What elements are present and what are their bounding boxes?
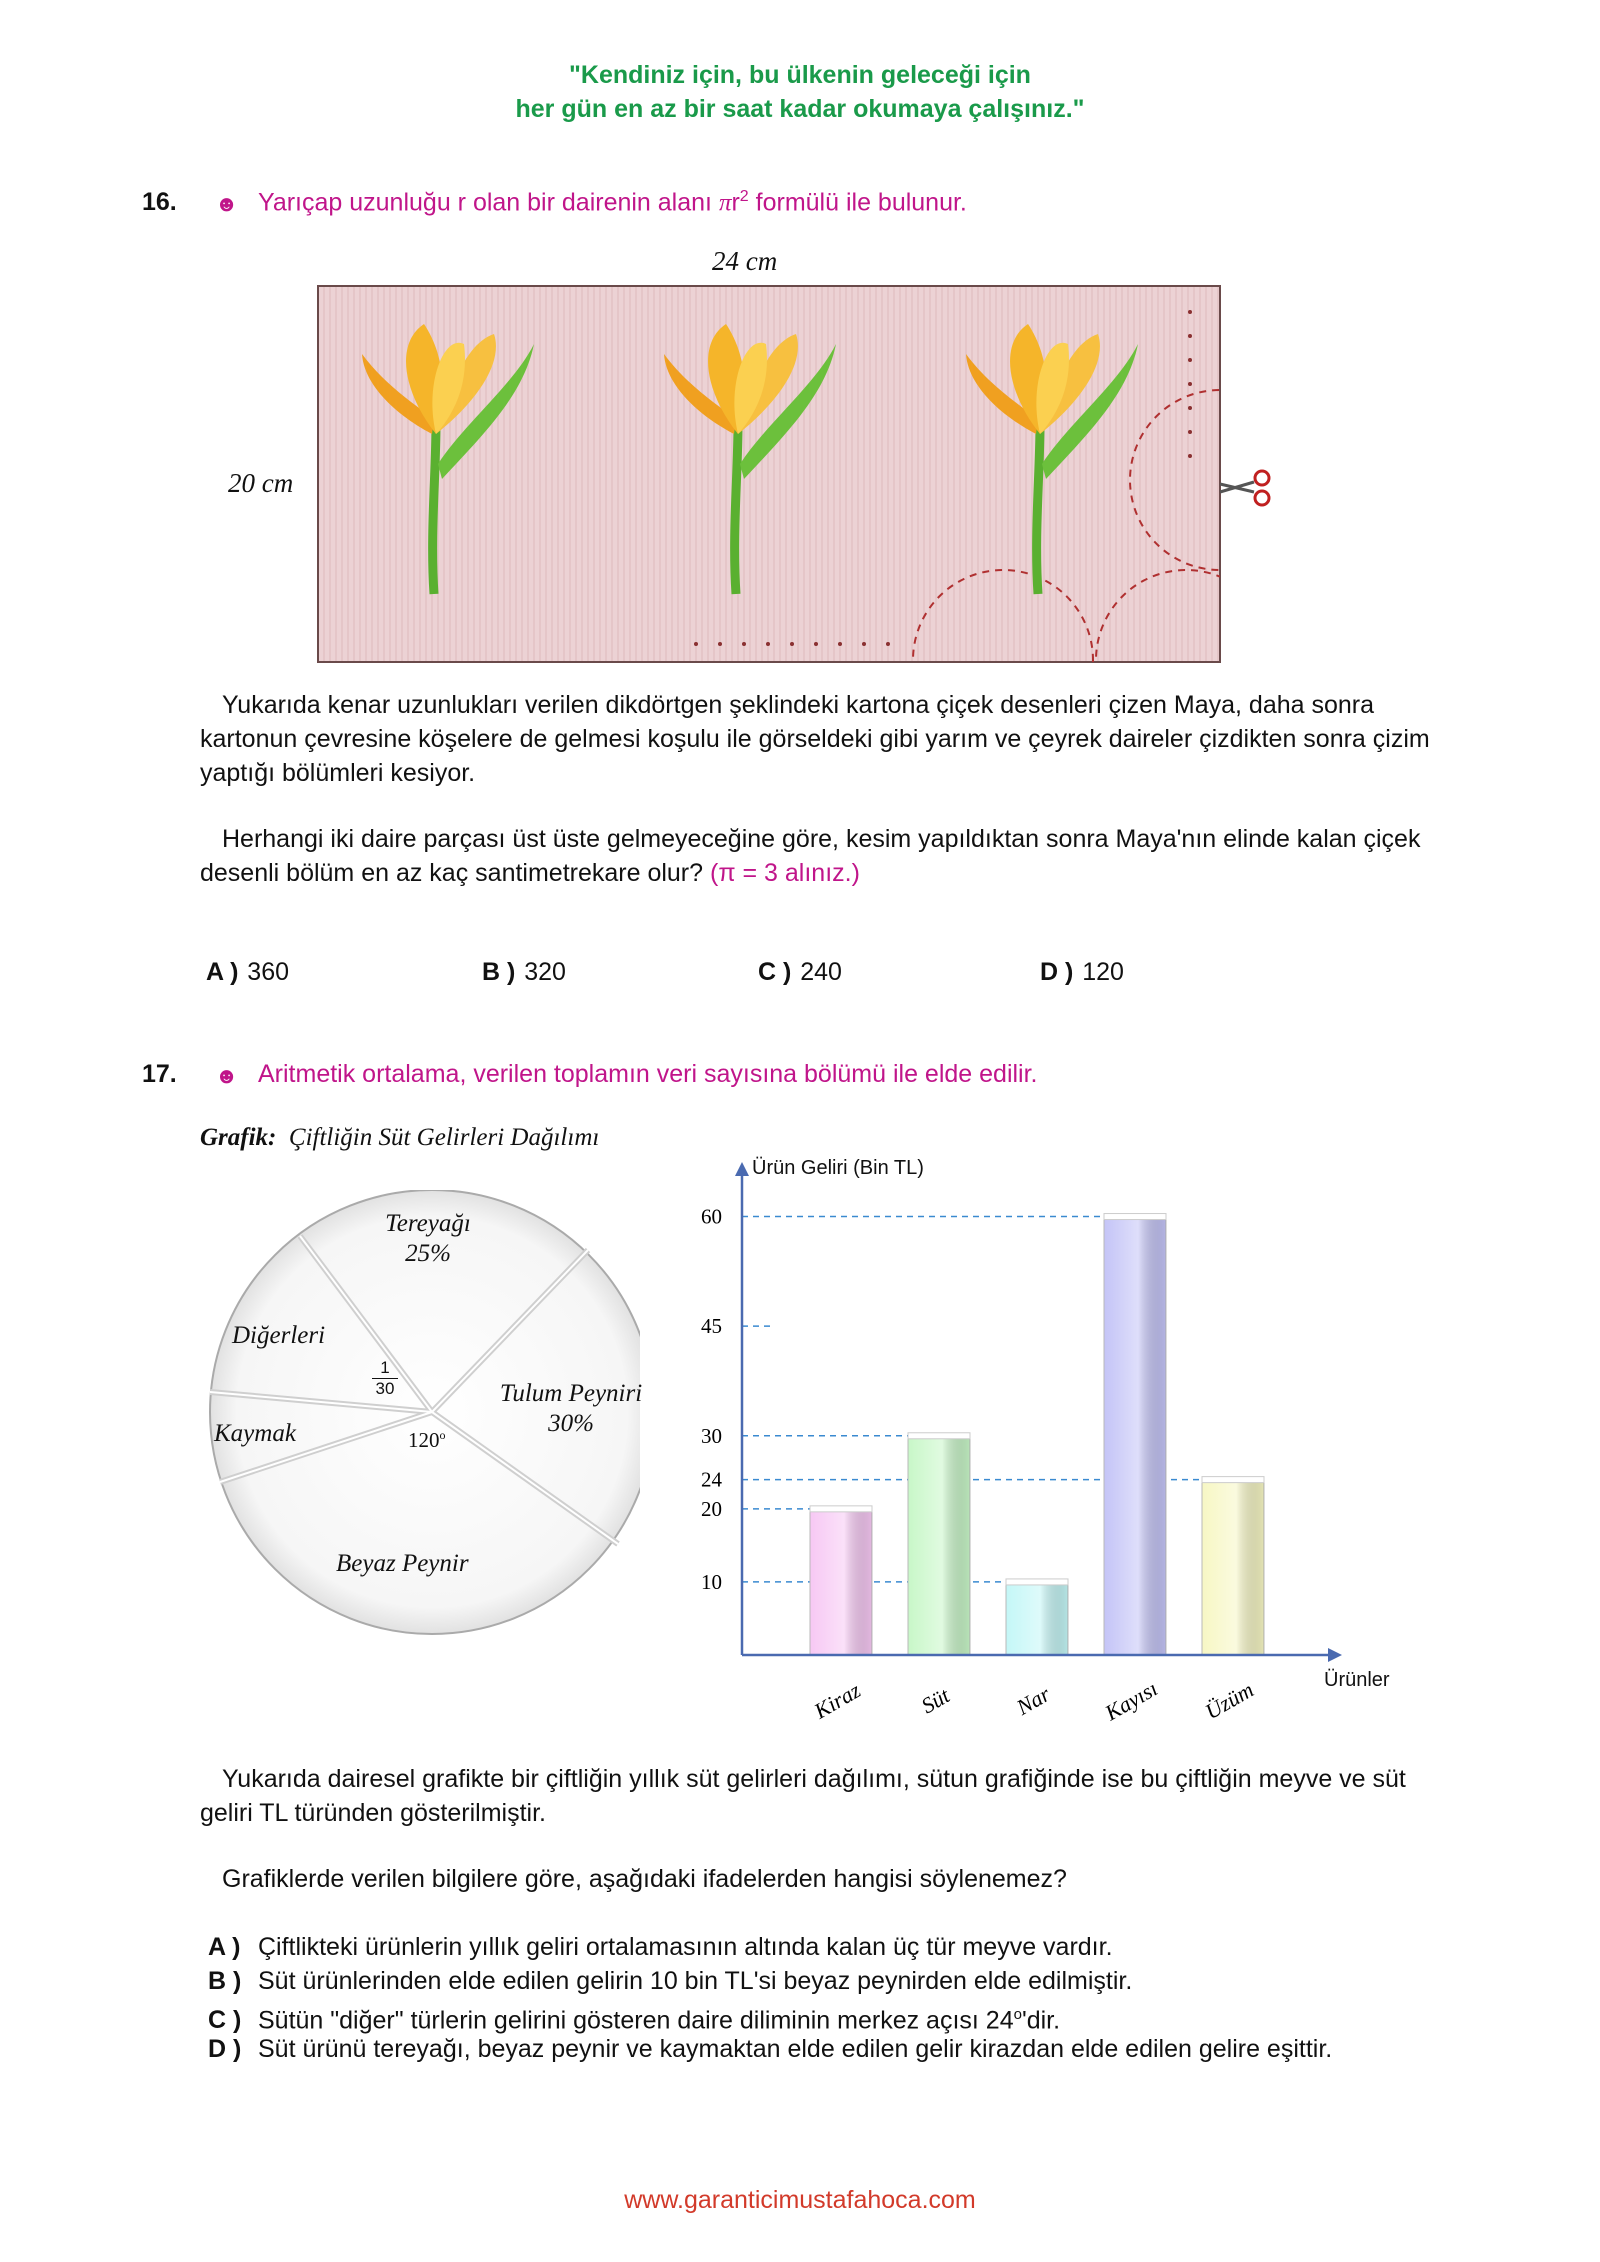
pie-angle-label: 120$^o$ xyxy=(408,1428,446,1452)
question-16-option-d[interactable]: D ) 120 xyxy=(1040,958,1124,986)
question-16-paragraph-1: Yukarıda kenar uzunlukları verilen dikdörtgen şeklindeki kartona çiçek desenleri çizen Maya, daha sonra kartonun çevresine köşelere de gelmesi koşulu ile görseldeki gibi yarım ve çeyrek daireler çizdikten sonra çizim yaptığı bölümleri kesiyor. xyxy=(200,691,1430,787)
y-tick-label: 24 xyxy=(701,1467,722,1492)
question-17-number: 17. xyxy=(142,1060,177,1088)
bar-cap xyxy=(810,1506,872,1512)
smiley-icon: ☻ xyxy=(215,1063,239,1088)
pie-label-beyaz: Beyaz Peynir xyxy=(336,1550,469,1577)
question-17-option-c[interactable]: C ) Sütün "diğer" türlerin gelirini gösteren daire diliminin merkez açısı 24$^o$'dir. xyxy=(208,2006,1061,2035)
y-tick-label: 30 xyxy=(701,1423,722,1448)
y-axis-arrow-icon xyxy=(735,1162,749,1176)
bar-gloss xyxy=(1006,1582,1068,1655)
flower-card-figure xyxy=(316,284,1222,664)
question-17-paragraph-2: Grafiklerde verilen bilgilere göre, aşağıdaki ifadelerden hangisi söylenemez? xyxy=(222,1865,1067,1893)
y-tick-label: 45 xyxy=(701,1314,722,1339)
pie-label-tulum: Tulum Peyniri xyxy=(499,1380,643,1407)
question-16-option-a[interactable]: A ) 360 xyxy=(206,958,290,986)
header-quote-line1: "Kendiniz için, bu ülkenin geleceği için xyxy=(569,61,1031,89)
category-label: Kayısı xyxy=(1100,1675,1162,1726)
category-label: Kiraz xyxy=(809,1677,865,1724)
card-height-label: 20 cm xyxy=(228,468,294,498)
smiley-icon: ☻ xyxy=(215,191,239,216)
question-16-paragraph-2: Herhangi iki daire parçası üst üste gelmeyeceğine göre, kesim yapıldıktan sonra Maya'nın elinde kalan çiçek desenli bölüm en az kaç santimetrekare olur? (π = 3 alınız.) xyxy=(200,825,1421,887)
y-tick-label: 20 xyxy=(701,1496,722,1521)
question-16-option-b[interactable]: B ) 320 xyxy=(482,958,566,986)
bar-gloss xyxy=(1202,1480,1264,1655)
pie-label-digerleri: Diğerleri xyxy=(232,1322,326,1349)
pie-label-tulum-pct: 30% xyxy=(548,1410,594,1437)
category-label: Nar xyxy=(1012,1681,1055,1720)
header-quote-line2: her gün en az bir saat kadar okumaya çalışınız." xyxy=(515,95,1085,123)
y-tick-label: 60 xyxy=(701,1204,722,1229)
question-17-option-a[interactable]: A ) Çiftlikteki ürünlerin yıllık geliri ortalamasının altında kalan üç tür meyve vardır. xyxy=(208,1933,1113,1961)
question-16-option-c[interactable]: C ) 240 xyxy=(758,958,842,986)
pie-label-kaymak: Kaymak xyxy=(214,1420,296,1447)
pie-label-tereyagi: Tereyağı xyxy=(385,1210,471,1237)
card-width-label: 24 cm xyxy=(712,246,778,276)
scissors-icon xyxy=(1216,466,1276,510)
question-16-hint: Yarıçap uzunluğu r olan bir dairenin alanı $\pi r^2$ formülü ile bulunur. xyxy=(258,188,967,217)
category-label: Üzüm xyxy=(1200,1676,1258,1725)
bar-chart xyxy=(680,1150,1420,1730)
graph-caption: Grafik: Çiftliğin Süt Gelirleri Dağılımı xyxy=(200,1124,600,1151)
bar-cap xyxy=(1104,1214,1166,1220)
question-17-hint: Aritmetik ortalama, verilen toplamın veri sayısına bölümü ile elde edilir. xyxy=(258,1060,1038,1088)
x-axis-arrow-icon xyxy=(1328,1648,1342,1662)
bar-cap xyxy=(908,1433,970,1439)
question-17-paragraph-1: Yukarıda dairesel grafikte bir çiftliğin yıllık süt gelirleri dağılımı, sütun grafiğinde ise bu çiftliğin meyve ve süt geliri TL türünden gösterilmiştir. xyxy=(200,1765,1406,1827)
pie-fraction: 1 30 xyxy=(372,1358,398,1399)
question-17-option-b[interactable]: B ) Süt ürünlerinden elde edilen gelirin 10 bin TL'si beyaz peynirden elde edilmiştir. xyxy=(208,1967,1133,1995)
bar-gloss xyxy=(810,1509,872,1655)
y-tick-label: 10 xyxy=(701,1569,722,1594)
x-axis-label: Ürünler xyxy=(1324,1669,1390,1691)
y-axis-label: Ürün Geliri (Bin TL) xyxy=(752,1157,924,1179)
category-label: Süt xyxy=(916,1682,954,1719)
bar-gloss xyxy=(1104,1217,1166,1655)
bar-cap xyxy=(1006,1579,1068,1585)
footer-website-link[interactable]: www.garanticimustafahoca.com xyxy=(624,2186,976,2214)
question-16-number: 16. xyxy=(142,188,177,216)
pie-label-tereyagi-pct: 25% xyxy=(405,1240,451,1267)
bar-cap xyxy=(1202,1477,1264,1483)
question-17-option-d[interactable]: D ) Süt ürünü tereyağı, beyaz peynir ve kaymaktan elde edilen gelir kirazdan elde edilen gelire eşittir. xyxy=(208,2035,1333,2063)
bar-gloss xyxy=(908,1436,970,1655)
